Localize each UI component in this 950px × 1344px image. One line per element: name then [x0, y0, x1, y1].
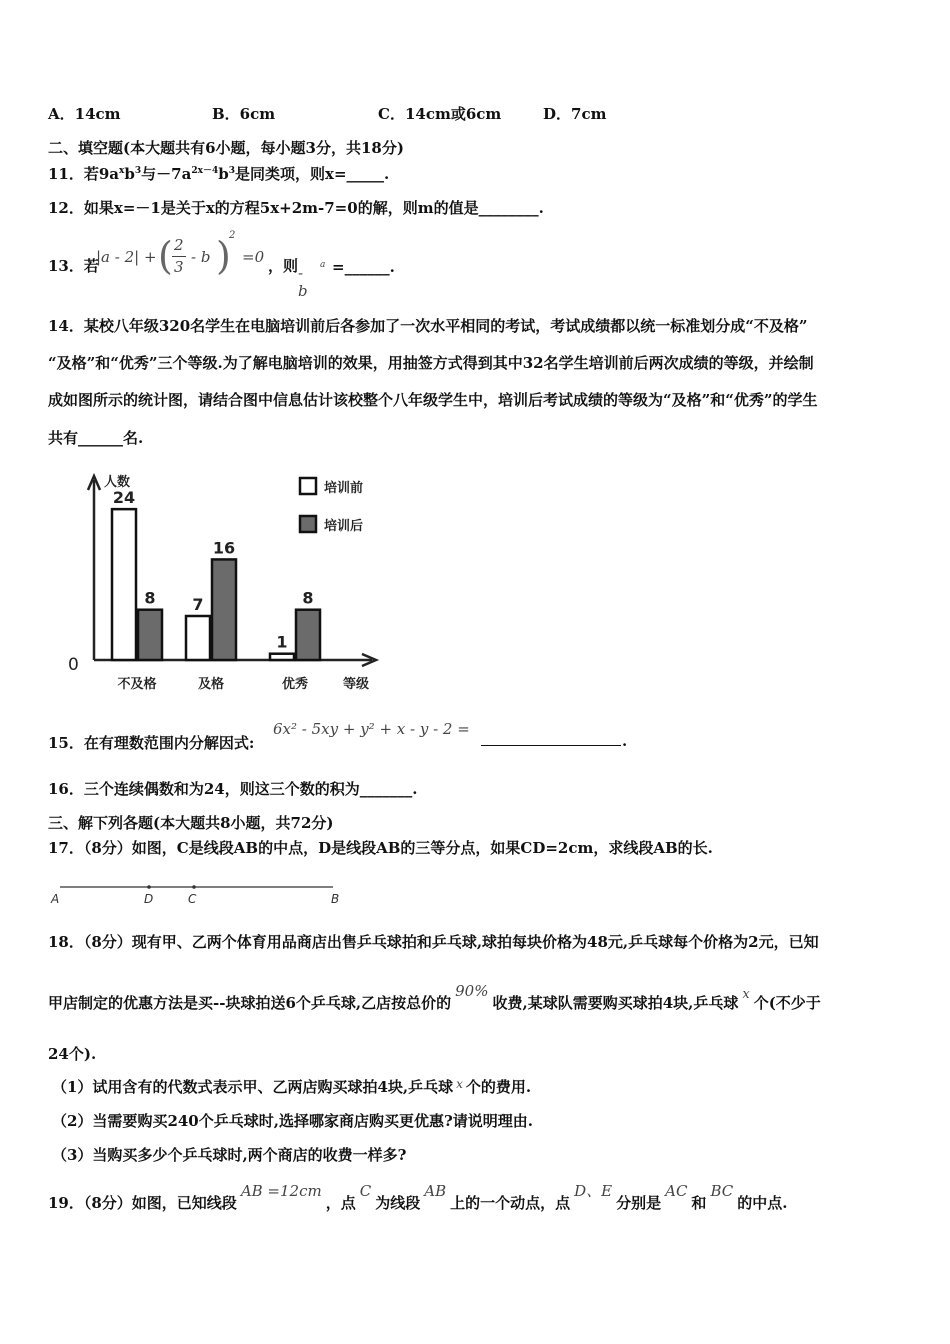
bar-不及格-培训后: [138, 610, 162, 660]
q13-pre: 13．若: [48, 257, 99, 275]
q13-minus-b: - b: [191, 248, 211, 266]
q14-line4: 共有______名.: [48, 429, 144, 447]
q18-l2c: 个(不少于: [753, 994, 821, 1012]
option-a: A．14cm: [48, 105, 121, 123]
q15-pre: 15．在有理数范围内分解因式:: [48, 734, 255, 752]
q18-l2a: 甲店制定的优惠方法是买--块球拍送6个乒乓球,乙店按总价的: [48, 994, 452, 1012]
q15-post: .: [622, 732, 628, 750]
q13-square: 2: [229, 230, 236, 241]
bar-value-label: 16: [212, 538, 236, 558]
q13-post: =______.: [332, 258, 395, 276]
question-13: [48, 255, 99, 276]
q13-frac-num: 2: [174, 236, 184, 254]
q11-post: 是同类项，则x=_____.: [235, 165, 390, 183]
question-17: 17．（8分）如图，C是线段AB的中点，D是线段AB的三等分点，如果CD=2cm，求线段AB的长.: [48, 839, 713, 857]
q11-exp2: 3: [134, 166, 142, 176]
label-d: D: [144, 892, 154, 906]
q11-pre: 11．若: [48, 165, 99, 183]
legend-label: 培训后: [324, 519, 364, 534]
legend-label: 培训前: [324, 481, 364, 496]
q18-sub1: [52, 1076, 531, 1097]
question-15: [48, 732, 254, 753]
label-c: C: [188, 892, 197, 906]
x-tick-label: 优秀: [281, 677, 309, 692]
q19-ac: AC: [665, 1182, 688, 1200]
bar-chart: [62, 466, 402, 698]
q11-exp1: x: [119, 166, 125, 176]
bar-优秀-培训后: [296, 610, 320, 660]
option-c: C．14cm或6cm: [378, 105, 502, 123]
option-d: D．7cm: [543, 105, 607, 123]
q14-line2: “及格”和“优秀”三个等级.为了解电脑培训的效果，用抽签方式得到其中32名学生培训前后两次成绩的等级，并绘制: [48, 354, 814, 372]
bar-不及格-培训前: [112, 509, 136, 660]
section-2-heading: 二、填空题(本大题共有6小题，每小题3分，共18分): [48, 139, 404, 157]
q18-line1: 18．（8分）现有甲、乙两个体育用品商店出售乒乓球拍和乒乓球,球拍每块价格为48元,乒乓球每个价格为2元，已知: [48, 933, 819, 951]
q15-blank: [481, 745, 621, 746]
bar-value-label: 1: [276, 632, 288, 652]
q13-lparen: (: [158, 234, 173, 278]
bar-value-label: 7: [192, 595, 204, 614]
q13-eq0: =0: [242, 248, 265, 266]
q15-expression: 6x² - 5xy + y² + x - y - 2 =: [273, 720, 470, 738]
x-axis-label: 等级: [343, 677, 370, 692]
q13-abs: |a - 2| +: [96, 248, 157, 266]
label-a: A: [51, 892, 60, 906]
q11-b2: b: [218, 165, 229, 183]
q13-frac-den: 3: [174, 258, 184, 276]
legend-swatch-培训前: [300, 478, 316, 494]
bar-优秀-培训前: [270, 654, 294, 660]
q18-s1-x: x: [456, 1077, 463, 1091]
question-19: [48, 1182, 788, 1213]
bar-及格-培训后: [212, 559, 236, 660]
q18-sub2: （2）当需要购买240个乒乓球时,选择哪家商店购买更优惠?请说明理由.: [52, 1112, 533, 1130]
q14-line1: 14．某校八年级320名学生在电脑培训前后各参加了一次水平相同的考试，考试成绩都以统一标准划分成“不及格”: [48, 317, 808, 335]
q19-t2: 为线段: [375, 1194, 421, 1212]
q19-ab2: AB: [424, 1182, 447, 1200]
q19-t4: 分别是: [616, 1194, 662, 1212]
question-12: 12．如果x=－1是关于x的方程5x+2m-7=0的解，则m的值是________.: [48, 199, 544, 217]
q18-line2: [48, 982, 821, 1013]
q18-l2b: 收费,某球队需要购买球拍4块,乒乓球: [492, 994, 739, 1012]
bar-及格-培训前: [186, 616, 210, 660]
x-tick-label: 及格: [197, 677, 225, 692]
q13-expr-sup: a: [320, 260, 326, 270]
q18-line3: 24个).: [48, 1045, 97, 1063]
q11-term1: 9a: [98, 165, 120, 183]
q19-t5: 和: [691, 1194, 707, 1212]
q19-de: D、E: [574, 1182, 613, 1200]
option-b: B．6cm: [212, 105, 276, 123]
q18-s1a: （1）试用含有的代数式表示甲、乙两店购买球拍4块,乒乓球: [52, 1078, 454, 1096]
bar-value-label: 8: [144, 588, 156, 608]
q13-comma: ，则: [268, 257, 299, 275]
q19-bc: BC: [710, 1182, 734, 1200]
bar-value-label: 24: [112, 488, 136, 508]
q11-exp3: 2x－4: [191, 166, 219, 176]
q19-pre: 19．（8分）如图，已知线段: [48, 1194, 237, 1212]
question-11: [48, 163, 389, 184]
legend-swatch-培训后: [300, 516, 316, 532]
segment-figure: [48, 878, 348, 908]
q19-t1: ，点: [325, 1194, 356, 1212]
q13-expr: - b: [298, 264, 308, 300]
q19-t6: 的中点.: [737, 1194, 788, 1212]
q11-mid: 与－7a: [141, 165, 192, 183]
question-16: 16．三个连续偶数和为24，则这三个数的积为_______.: [48, 780, 418, 798]
q13-frac-bar: [172, 256, 186, 257]
origin-label: 0: [68, 655, 79, 675]
q14-line3: 成如图所示的统计图，请结合图中信息估计该校整个八年级学生中，培训后考试成绩的等级为“及格”和“优秀”的学生: [48, 391, 818, 409]
section-3-heading: 三、解下列各题(本大题共8小题，共72分): [48, 814, 334, 832]
x-tick-label: 不及格: [117, 677, 157, 692]
q18-x: x: [742, 987, 750, 1002]
bar-value-label: 8: [302, 588, 314, 608]
q13-rparen: ): [216, 234, 231, 278]
q11-b1: b: [124, 165, 135, 183]
q19-c: C: [359, 1182, 372, 1200]
q18-percent: 90%: [455, 982, 489, 1000]
q11-exp4: 3: [228, 166, 235, 176]
q19-ab: AB =12cm: [240, 1182, 322, 1200]
point-c: [192, 885, 196, 889]
q18-sub3: （3）当购买多少个乒乓球时,两个商店的收费一样多?: [52, 1146, 407, 1164]
q19-t3: 上的一个动点，点: [450, 1194, 571, 1212]
label-b: B: [331, 892, 340, 906]
q18-s1b: 个的费用.: [465, 1078, 532, 1096]
y-axis-label: 人数: [104, 475, 131, 490]
point-d: [147, 885, 151, 889]
